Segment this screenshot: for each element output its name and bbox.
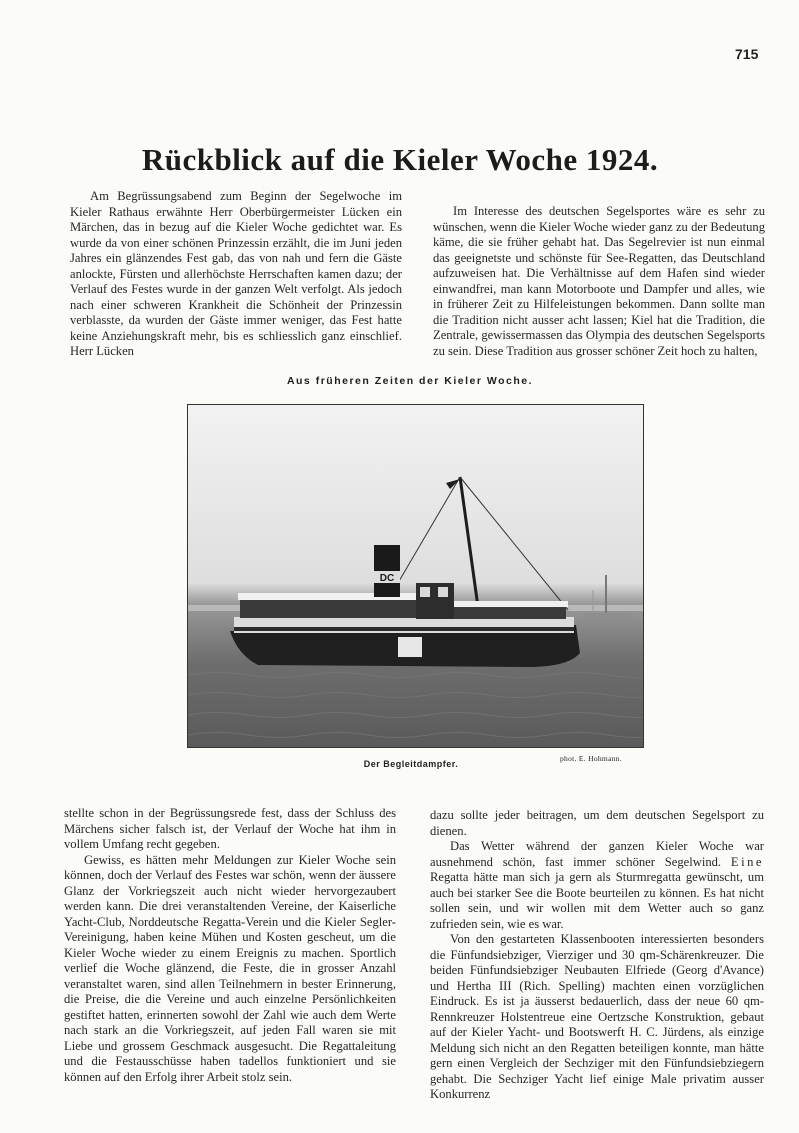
photo-credit: phot. E. Hohmann. xyxy=(560,754,622,763)
steamer-hull xyxy=(230,617,580,667)
intro-left-column xyxy=(70,189,402,360)
article-title: Rückblick auf die Kieler Woche 1924. xyxy=(141,142,659,177)
steamer-deck xyxy=(238,583,568,619)
body-right-column xyxy=(430,808,764,1103)
figure-heading: Aus früheren Zeiten der Kieler Woche. xyxy=(286,375,534,387)
body-right-paragraph-1: dazu sollte jeder beitragen, um dem deutschen Segelsport zu dienen. xyxy=(430,808,764,838)
steamer-mast xyxy=(388,477,568,610)
body-left-paragraph-1: stellte schon in der Begrüssungsrede fest, dass der Schluss des Märchens sicher falsch ist, der Verlauf der Woche hat ihm in vollem Umfang recht gegeben. xyxy=(64,806,396,851)
intro-right-paragraph: Im Interesse des deutschen Segelsportes wäre es sehr zu wünschen, wenn die Kieler Woche wieder ganz zu der Bedeutung käme, die sie früher gehabt hat. Das Segelrevier ist nun einmal das geeignetste und schönste für See-Regatten, das Deutschland aufzuweisen hat. Die Verhältnisse auf dem Hafen sind wieder einwandfrei, man kann Motorboote und Dampfer und alles, wie in früherer Zeit zu Hilfeleistungen bekommen. Dann sollte man die Tradition nicht ausser acht lassen; Kiel hat die Tradition, die Zentrale, gewissermassen das Olympia des deutschen Segelsports zu sein. Diese Tradition aus grosser schöner Zeit hoch zu halten, xyxy=(433,204,765,358)
figure-caption: Der Begleitdampfer. xyxy=(363,759,459,769)
steamer-illustration xyxy=(188,405,644,748)
steamer-photo xyxy=(187,404,644,748)
body-left-paragraph-2: Gewiss, es hätten mehr Meldungen zur Kieler Woche sein können, doch der Verlauf des Festes war schön, wenn der äussere Glanz der Vorkriegszeit auch nicht wieder hervorgezaubert werden kann. Die drei veranstaltenden Vereine, der Kaiserliche Yacht-Club, Norddeutsche Regatta-Verein und die Kieler Segler-Vereinigung, haben keine Mühen und Kosten gescheut, um die Kieler Woche wieder zu einem Ereignis zu machen. Sportlich verlief die Woche glänzend, die Feste, die in grosser Anzahl veranstaltet waren, sind allen Teilnehmern in bester Erinnerung, die Preise, die die Vereine und auch einzelne Persönlichkeiten gestiftet hatten, erinnerten sowohl der Zahl wie auch dem Werte nach stark an die Vorkriegszeit, auf jeden Fall waren sie mit Liebe und grossem Geschmack ausgesucht. Die Regattaleitung und die Festausschüsse haben tadellos funktioniert und sie können auf den Erfolg ihrer Arbeit stolz sein. xyxy=(64,852,396,1084)
water-waves xyxy=(188,673,644,738)
distant-ship xyxy=(583,575,631,621)
steamer-funnel xyxy=(374,545,400,597)
weather-text-start: Das Wetter während der ganzen Kieler Woche war ausnehmend schön, fast immer schöner Segelwind. xyxy=(430,839,764,869)
weather-text-end: Regatta hätte man sich ja gern als Sturmregatta gewünscht, um auch bei starker See die Boote beurteilen zu können. Es hat nicht sollen sein, und wir wollen mit dem Wetter auch so ganz zufrieden sein, wie es war. xyxy=(430,870,764,931)
intro-left-paragraph: Am Begrüssungsabend zum Beginn der Segelwoche im Kieler Rathaus erwähnte Herr Oberbürgermeister Lücken ein Märchen, das in bezug auf die Kieler Woche gedichtet war. Es wurde da von einer schönen Prinzessin erzählt, die im Juni jeden Jahres ein glänzendes Fest gab, das von nah und fern die Gäste anlockte, Fürsten und allerhöchste Herrschaften kamen dazu; der Verlauf des Festes wurde in der ganzen Welt verfolgt. Als jedoch nach einer schweren Krankheit die Schönheit der Prinzessin verblasste, da wurden der Gäste immer weniger, das Fest hatte keine Anziehungskraft mehr, bis es schliesslich ganz einschlief. Herr Lücken xyxy=(70,189,402,358)
funnel-mark: DC xyxy=(379,573,395,584)
intro-right-column xyxy=(433,204,765,359)
spaced-emphasis: Eine xyxy=(730,854,764,869)
body-left-column xyxy=(64,806,396,1085)
body-right-paragraph-3: Von den gestarteten Klassenbooten interessierten besonders die Fünfundsiebziger, Vierziger und 30 qm-Schärenkreuzer. Die beiden Fünfundsiebziger Neubauten Elfriede (Georg d'Avance) und Hertha III (Rich. Spelling) machten einen vorzüglichen Eindruck. Es ist ja äusserst bedauerlich, dass der neue 60 qm-Rennkreuzer Holstentreue eine Oertzsche Konstruktion, gebaut auf der Kieler Yacht- und Bootswerft H. C. Jürdens, als einzige Meldung sich nicht an den Regatten beteiligen konnte, man hätte gern einen Vergleich der Sechziger mit den Fünfundsiebziegern gehabt. Die Sechziger Yacht lief einige Male privatim ausser Konkurrenz xyxy=(430,932,764,1101)
body-right-paragraph-2 xyxy=(430,839,764,932)
page-number: 715 xyxy=(735,46,759,62)
